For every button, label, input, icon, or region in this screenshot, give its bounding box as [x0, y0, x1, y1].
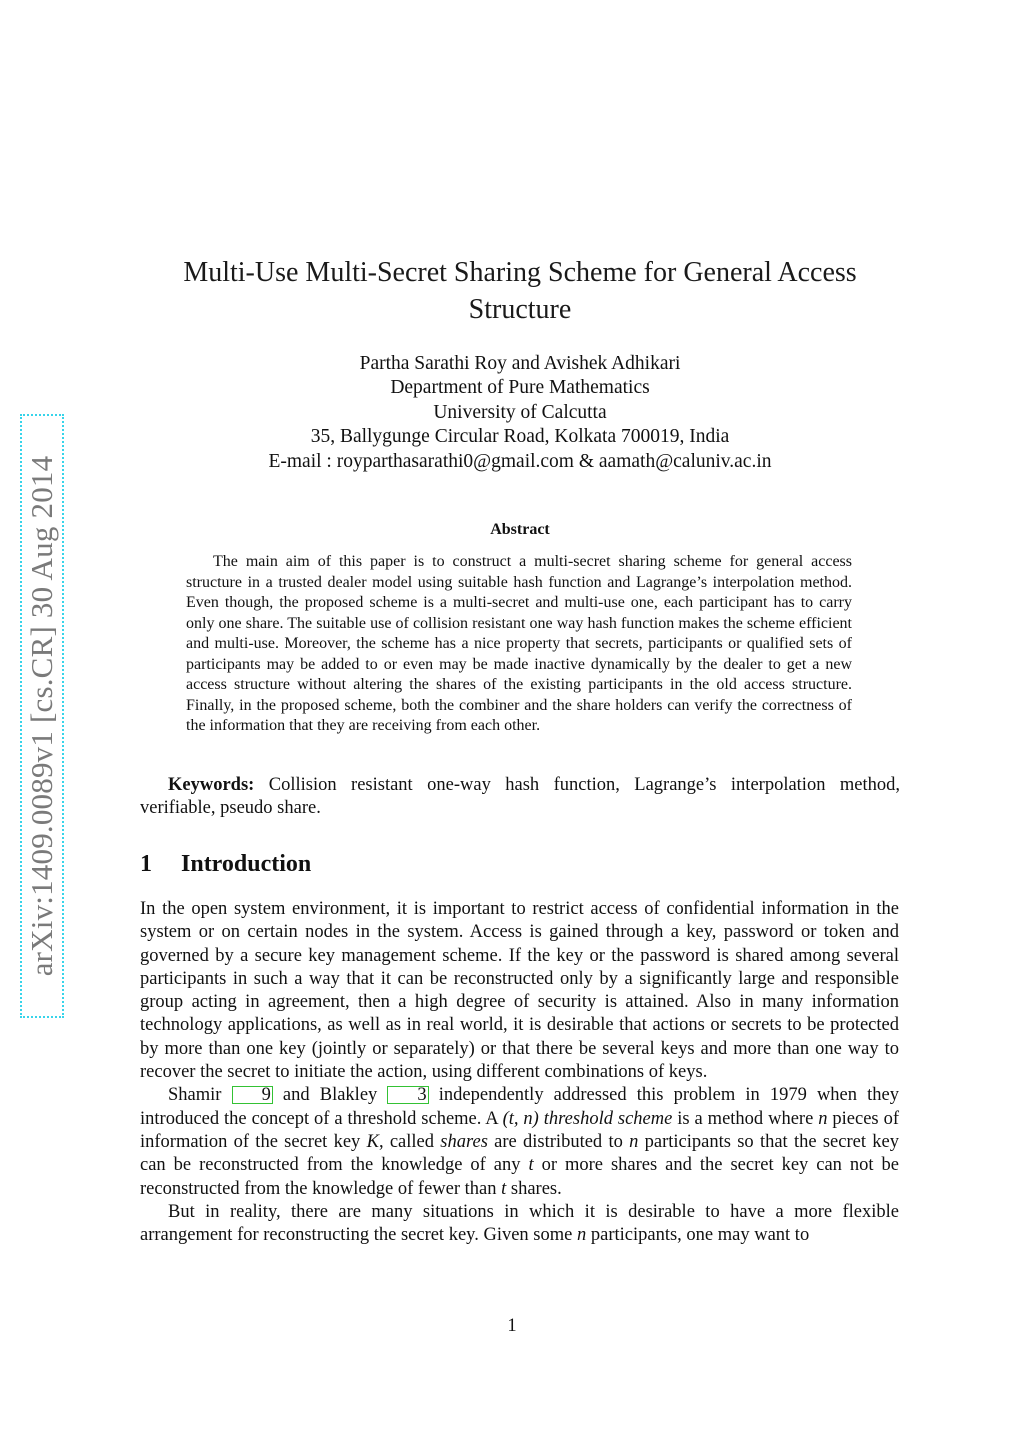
math-inline: n [576, 1225, 587, 1246]
paper-title-line-1: Multi-Use Multi-Secret Sharing Scheme for General Access [183, 257, 857, 288]
keywords-label: Keywords: [168, 775, 255, 795]
author-block [140, 352, 900, 474]
introduction-body [140, 898, 899, 1247]
section-number: 1 [140, 851, 152, 877]
math-inline: n [629, 1131, 639, 1152]
arxiv-identifier-text: arXiv:1409.0089v1 [cs.CR] 30 Aug 2014 [24, 455, 59, 977]
citation-link[interactable]: 9 [232, 1086, 273, 1104]
author-address: 35, Ballygunge Circular Road, Kolkata 700019, India [310, 426, 730, 448]
math-inline: K [366, 1131, 379, 1152]
page-number: 1 [507, 1316, 517, 1336]
paper-title [140, 254, 900, 328]
abstract-heading: Abstract [490, 521, 550, 538]
math-inline: n [818, 1108, 828, 1129]
arxiv-identifier-stamp [20, 414, 64, 1018]
author-university: University of Calcutta [433, 401, 607, 423]
author-email: E-mail : royparthasarathi0@gmail.com & aamath@caluniv.ac.in [268, 450, 772, 472]
body-paragraph: In the open system environment, it is important to restrict access of confidential information in the system or on certain nodes in the system. Access is gained through a key, password or token and governed by a secure key management scheme. If the key or the password is shared among several participants in such a way that it can be reconstructed only by a significantly large and responsible group acting in agreement, then a high degree of security is attained. Also in many information technology applications, as well as in real world, it is desirable that actions or secrets to be protected by more than one key (jointly or separately) or that there be several keys and more than one way to recover the secret to initiate the action, using different combinations of keys. [140, 899, 899, 1083]
keywords-paragraph [140, 774, 900, 821]
emphasis-text: shares [440, 1131, 488, 1152]
math-inline: (t, n) [502, 1108, 539, 1129]
emphasis-text: threshold scheme [543, 1108, 673, 1129]
author-department: Department of Pure Mathematics [390, 377, 650, 399]
body-paragraph: But in reality, there are many situations in which it is desirable to have a more flexible arrangement for reconstructing the secret key. Given some n participants, one may want to [140, 1201, 899, 1246]
abstract-text: The main aim of this paper is to construct a multi-secret sharing scheme for general access structure in a trusted dealer model using suitable hash function and Lagrange’s interpolation method. Even though, the proposed scheme is a multi-secret and multi-use one, each participant has to carry only one share. The suitable use of collision resistant one way hash function makes the scheme efficient and multi-use. Moreover, the scheme has a nice property that secrets, participants or qualified sets of participants may be added to or even may be made inactive dynamically by the dealer to get a new access structure without altering the shares of the existing participants in the old access structure. Finally, in the proposed scheme, both the combiner and the share holders can verify the correctness of the information that they are receiving from each other. [186, 553, 852, 734]
body-paragraph: Shamir 9 and Blakley 3 independently addressed this problem in 1979 when they introduced the concept of a threshold scheme. A (t, n) threshold scheme is a method where n pieces of information of the secret key K, called shares are distributed to n participants so that the secret key can be reconstructed from the knowledge of any t or more shares and the secret key can not be reconstructed from the knowledge of fewer than t shares. [140, 1085, 899, 1199]
author-names: Partha Sarathi Roy and Avishek Adhikari [359, 353, 681, 374]
citation-link[interactable]: 3 [387, 1086, 428, 1104]
math-inline: t [501, 1178, 507, 1199]
keywords-text: Collision resistant one-way hash function, Lagrange’s interpolation method, verifiable, pseudo share. [140, 775, 900, 819]
section-heading-introduction [140, 851, 311, 878]
math-inline: t [528, 1155, 534, 1176]
section-title: Introduction [181, 851, 312, 877]
paper-title-line-2: Structure [468, 294, 572, 325]
